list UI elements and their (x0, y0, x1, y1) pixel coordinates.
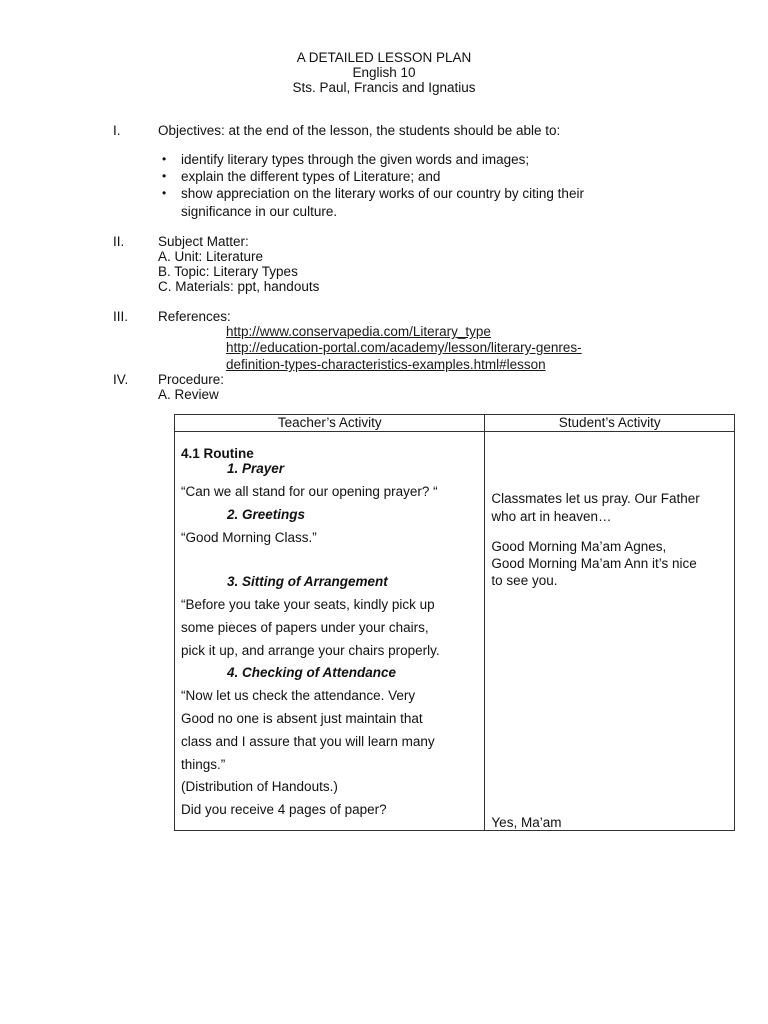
student-line: to see you. (491, 573, 558, 588)
subject-materials: C. Materials: ppt, handouts (158, 279, 320, 294)
attendance-line: things.” (181, 757, 226, 772)
objective-item: explain the different types of Literature; and (181, 169, 441, 184)
reference-link-education-portal-continued[interactable]: definition-types-characteristics-examples.html#lesson (226, 357, 546, 372)
subject-number: II. (113, 234, 125, 249)
objective-item-continued: significance in our culture. (181, 204, 338, 219)
activity-table (174, 414, 735, 831)
procedure-heading: Procedure: (158, 372, 225, 387)
objective-item: show appreciation on the literary works of our country by citing their (181, 186, 584, 201)
attendance-line: Did you receive 4 pages of paper? (181, 802, 387, 817)
bullet-icon: • (162, 169, 167, 183)
references-heading: References: (158, 309, 231, 324)
document-title: A DETAILED LESSON PLAN (296, 50, 472, 65)
attendance-line: class and I assure that you will learn many (181, 734, 435, 749)
student-line: Good Morning Ma’am Ann it’s nice (491, 556, 697, 571)
greetings-text: “Good Morning Class.” (181, 530, 317, 545)
student-line: Yes, Ma’am (491, 815, 562, 830)
greetings-title: 2. Greetings (227, 507, 306, 522)
reference-link-education-portal[interactable]: http://education-portal.com/academy/lesson/literary-genres- (226, 340, 582, 355)
procedure-review: A. Review (158, 387, 219, 402)
teacher-activity-header: Teacher’s Activity (175, 415, 485, 432)
student-line: Good Morning Ma’am Agnes, (491, 539, 667, 554)
subject-heading: Subject Matter: (158, 234, 249, 249)
document-section: Sts. Paul, Francis and Ignatius (292, 80, 476, 95)
objectives-number: I. (113, 123, 121, 138)
student-line: Classmates let us pray. Our Father (491, 491, 700, 506)
prayer-title: 1. Prayer (227, 461, 285, 476)
document-header (0, 50, 768, 95)
attendance-title: 4. Checking of Attendance (227, 665, 397, 680)
sitting-title: 3. Sitting of Arrangement (227, 574, 388, 589)
objectives-heading: Objectives: at the end of the lesson, the students should be able to: (158, 123, 561, 138)
references-number: III. (113, 309, 129, 324)
attendance-line: Good no one is absent just maintain that (181, 711, 423, 726)
routine-heading: 4.1 Routine (181, 446, 254, 461)
procedure-number: IV. (113, 372, 129, 387)
sitting-line: “Before you take your seats, kindly pick up (181, 597, 435, 612)
teacher-activity-cell (175, 432, 485, 831)
subject-topic: B. Topic: Literary Types (158, 264, 298, 279)
objective-item: identify literary types through the given words and images; (181, 152, 530, 167)
bullet-icon: • (162, 186, 167, 200)
subject-unit: A. Unit: Literature (158, 249, 264, 264)
sitting-line: pick it up, and arrange your chairs properly. (181, 643, 440, 658)
sitting-line: some pieces of papers under your chairs, (181, 620, 429, 635)
reference-link-conservapedia[interactable]: http://www.conservapedia.com/Literary_type (226, 324, 491, 339)
attendance-line: “Now let us check the attendance. Very (181, 688, 416, 703)
student-activity-cell (485, 432, 735, 831)
document-subject: English 10 (352, 65, 416, 80)
attendance-line: (Distribution of Handouts.) (181, 779, 338, 794)
student-line: who art in heaven… (491, 509, 612, 524)
student-activity-header: Student’s Activity (485, 415, 735, 432)
bullet-icon: • (162, 152, 167, 166)
prayer-text: “Can we all stand for our opening prayer? “ (181, 484, 438, 499)
